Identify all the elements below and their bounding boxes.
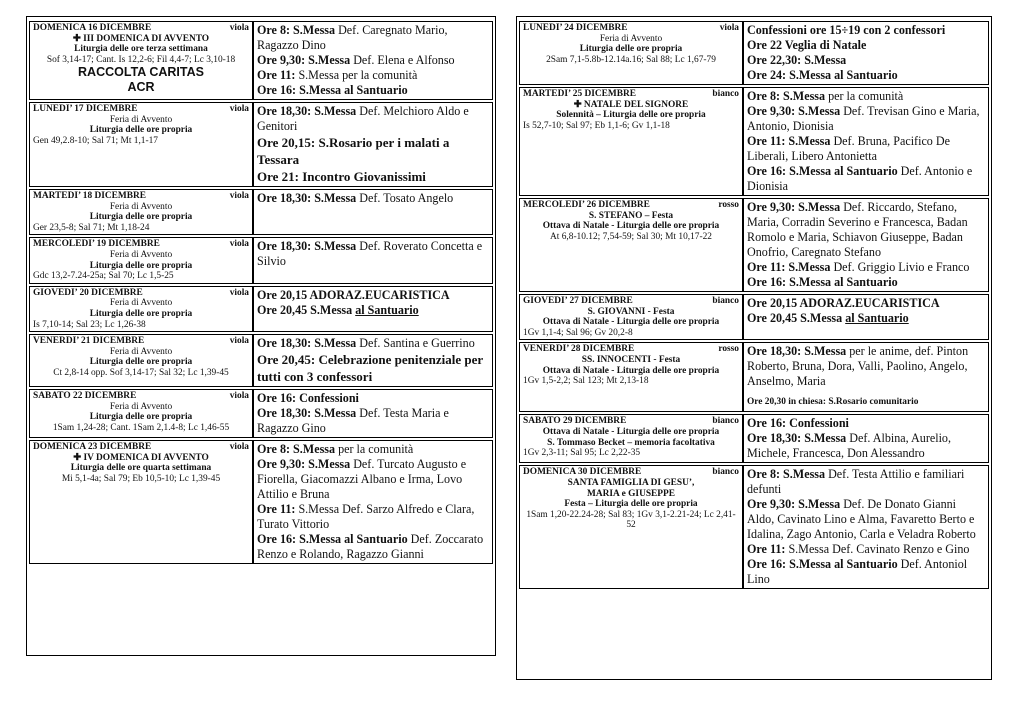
day-info-line: At 6,8-10.12; 7,54-59; Sal 30; Mt 10,17-22 [550,231,712,242]
day-info-line: Liturgia delle ore propria [89,260,193,271]
mass-entry [747,68,985,83]
mass-time: Ore 16: Confessioni [257,391,359,406]
day-info-line: Feria di Avvento [109,201,173,212]
day-header [33,104,249,115]
mass-entry [257,191,489,206]
day-name: GIOVEDI’ 27 DICEMBRE [523,296,633,306]
day-info-cell [29,189,253,235]
day-name: DOMENICA 16 DICEMBRE [33,23,152,33]
liturgical-color: viola [229,104,249,114]
day-info-line: Liturgia delle ore propria [89,212,193,223]
day-row [29,334,493,387]
day-info-line: 1Sam 1,20-22.24-28; Sal 83; 1Gv 3,1-2.21-24; Lc 2,41-52 [526,509,736,531]
mass-entry [747,89,985,104]
day-info-line: ✚ NATALE DEL SIGNORE [573,99,689,110]
mass-entry [257,134,489,168]
day-row [519,414,989,463]
day-info-line: Feria di Avvento [109,401,173,412]
day-row [29,440,493,564]
mass-entry [747,164,985,194]
mass-entry [257,104,489,134]
mass-entry [747,38,985,53]
mass-intention: Def. Tosato Angelo [359,191,454,205]
mass-intention: Def. Elena e Alfonso [353,53,455,67]
day-info-cell [29,237,253,283]
mass-time: Ore 20,45 S.Messa [257,302,356,317]
mass-intention: Def. Santina e Guerrino [359,336,475,351]
mass-entry [257,168,489,185]
day-name: MERCOLEDI’ 26 DICEMBRE [523,200,650,210]
day-name: DOMENICA 23 DICEMBRE [33,442,152,453]
mass-time: Ore 18,30: S.Messa [257,104,360,118]
day-header [523,296,739,307]
mass-intention: Def. Melchioro Aldo e Genitori [257,104,469,133]
day-row [519,198,989,292]
day-row [29,389,493,438]
liturgical-color: viola [229,191,249,201]
liturgical-color: viola [229,287,249,298]
liturgical-color: rosso [718,200,739,210]
liturgical-color: bianco [712,416,739,427]
mass-intention: per la comunità [828,89,904,103]
mass-entry [747,296,985,311]
mass-schedule-cell [253,286,493,332]
day-info-line: ACR [127,80,155,95]
day-header [33,191,249,202]
mass-schedule-cell [253,189,493,235]
liturgical-color: bianco [712,296,739,306]
day-info-line: Feria di Avvento [109,249,173,260]
mass-time: Ore 11: S.Messa [747,260,834,274]
mass-intention: Def. Caregnato Mario, Ragazzo Dino [257,23,448,52]
day-info-line: Gdc 13,2-7.24-25a; Sal 70; Lc 1,5-25 [33,271,174,282]
day-row [29,102,493,187]
mass-entry [257,23,489,53]
mass-time: Ore 18,30: S.Messa [747,431,850,446]
mass-time: Ore 18,30: S.Messa [257,239,360,254]
day-name: LUNEDI’ 24 DICEMBRE [523,23,628,33]
day-info-line: 1Gv 1,1-4; Sal 96; Gv 20,2-8 [523,327,633,338]
liturgical-color: viola [229,391,249,402]
day-info-line: Liturgia delle ore propria [89,125,193,136]
day-info-line: Liturgia delle ore quarta settimana [70,463,212,474]
mass-schedule-cell [743,414,989,463]
day-name: MARTEDI’ 18 DICEMBRE [33,191,147,201]
day-row [519,465,989,589]
mass-schedule-cell [743,294,989,340]
mass-intention: S.Messa per la comunità [298,68,418,82]
day-name: SABATO 22 DICEMBRE [33,391,137,402]
mass-intention: Def. Trevisan Gino e Maria, Antonio, Dionisia [747,104,980,133]
mass-time: Ore 16: S.Messa al Santuario [747,275,898,289]
mass-entry [257,406,489,436]
liturgical-color: bianco [712,89,739,99]
mass-entry [747,275,985,290]
mass-entry [257,303,489,318]
mass-time: Ore 18,30: S.Messa [257,336,360,351]
mass-time: Ore 8: S.Messa [747,467,829,482]
liturgical-color: rosso [718,344,739,355]
day-info-line: Liturgia delle ore propria [89,412,193,423]
mass-intention: Def. Testa Maria e Ragazzo Gino [257,406,449,436]
right-schedule-table [519,19,989,591]
mass-intention: S.Messa Def. Sarzo Alfredo e Clara, Turato Vittorio [257,502,475,532]
day-info-line: Feria di Avvento [109,114,173,125]
mass-entry [257,442,489,457]
day-name: VENERDI’ 21 DICEMBRE [33,336,145,347]
mass-intention: Def. Turcato Augusto e Fiorella, Giacomazzi Albano e Irma, Lovo Attilio e Bruna [257,457,467,502]
mass-entry [747,311,985,326]
mass-time: Ore 11: [747,542,789,557]
mass-entry [747,23,985,38]
mass-schedule-cell [743,198,989,292]
day-info-cell [519,198,743,292]
mass-entry [257,336,489,351]
day-info-line: Feria di Avvento [599,33,663,44]
mass-entry [747,416,985,431]
day-info-cell [519,465,743,589]
day-info-line: Ottava di Natale - Liturgia delle ore propria [542,365,720,376]
mass-time: Ore 18,30: S.Messa [257,406,360,421]
mass-entry [747,497,985,542]
mass-entry [257,83,489,98]
day-info-line: SANTA FAMIGLIA DI GESU’, [567,477,695,488]
mass-time: Ore 16: S.Messa al Santuario [257,83,408,97]
mass-schedule-cell [743,342,989,412]
mass-intention: per le anime, def. Pinton Roberto, Bruna, Dora, Valli, Paolino, Angelo, Anselmo, Maria [747,344,969,389]
mass-intention: S.Messa Def. Cavinato Renzo e Gino [788,542,970,557]
day-info-line: Ottava di Natale - Liturgia delle ore propria [542,221,720,232]
day-header [33,23,249,34]
mass-time: Ore 9,30: S.Messa [747,200,844,214]
mass-time: al Santuario [845,311,909,325]
mass-entry [257,502,489,532]
day-info-line: Liturgia delle ore terza settimana [74,44,208,55]
day-header [523,416,739,427]
mass-intention: Def. Roverato Concetta e Silvio [257,239,483,269]
day-info-line: 2Sam 7,1-5.8b-12.14a.16; Sal 88; Lc 1,67-79 [546,54,716,65]
mass-entry [747,542,985,557]
day-info-line: Feria di Avvento [109,346,173,357]
mass-entry [257,239,489,269]
mass-intention: Def. De Donato Gianni Aldo, Cavinato Lino e Alma, Favaretto Berto e Idalina, Zago Antonio, Carla e Veladra Roberto [747,497,976,542]
day-header [523,200,739,211]
day-info-cell [519,294,743,340]
day-info-cell [519,21,743,85]
mass-time: Ore 20,15 ADORAZ.EUCARISTICA [747,296,940,310]
mass-entry [747,260,985,275]
mass-schedule-cell [743,21,989,85]
mass-intention: Def. Testa Attilio e familiari defunti [747,467,965,497]
day-header [33,288,249,299]
day-info-cell [519,342,743,412]
day-info-line: Liturgia delle ore propria [579,44,683,55]
mass-time: Ore 8: S.Messa [257,442,339,457]
mass-entry [257,532,489,562]
day-row [519,294,989,340]
day-name: MERCOLEDI’ 19 DICEMBRE [33,239,160,250]
mass-time: Ore 16: S.Messa al Santuario [747,164,901,178]
day-row [29,237,493,283]
day-info-line: 1Gv 2,3-11; Sal 95; Lc 2,22-35 [523,448,641,459]
mass-intention: Def. Antoniol Lino [747,557,968,587]
mass-time: Ore 16: S.Messa al Santuario [747,557,901,572]
mass-intention: Def. Zoccarato Renzo e Rolando, Ragazzo Gianni [257,532,484,562]
day-info-line: Is 7,10-14; Sal 23; Lc 1,26-38 [33,319,146,330]
day-name: VENERDI’ 28 DICEMBRE [523,344,635,355]
day-info-line: Ottava di Natale - Liturgia delle ore propria [542,426,720,437]
day-header [33,336,249,347]
day-row [29,286,493,332]
mass-intention: Def. Riccardo, Stefano, Maria, Corradin Severino e Francesca, Badan Romolo e Maria, Schiavon Giuseppe, Badan Onofrio, Caregnato Stefano [747,200,968,259]
day-row [519,21,989,85]
day-name: MARTEDI’ 25 DICEMBRE [523,89,637,99]
day-info-line: Mi 5,1-4a; Sal 79; Eb 10,5-10; Lc 1,39-45 [61,473,221,484]
mass-time: Ore 16: Confessioni [747,416,849,431]
mass-intention: Def. Antonio e Dionisia [747,164,973,193]
mass-entry [747,104,985,134]
day-info-line: Liturgia delle ore propria [89,357,193,368]
day-info-cell [29,102,253,187]
day-header [523,344,739,355]
day-info-line: MARIA e GIUSEPPE [586,488,676,499]
day-name: SABATO 29 DICEMBRE [523,416,627,427]
day-row [519,87,989,196]
mass-intention: Def. Bruna, Pacifico De Liberali, Libero Antonietta [747,134,950,163]
day-header [33,442,249,453]
day-info-line: 1Gv 1,5-2,2; Sal 123; Mt 2,13-18 [523,376,649,387]
mass-time: Ore 16: S.Messa al Santuario [257,532,411,547]
liturgical-color: viola [229,239,249,250]
mass-time: Ore 18,30: S.Messa [257,191,360,205]
day-info-cell [29,440,253,564]
mass-time: Ore 11: [257,68,299,82]
liturgical-color: bianco [712,467,739,478]
day-info-line: Festa – Liturgia delle ore propria [564,499,698,510]
mass-time: al Santuario [355,302,419,317]
mass-schedule-cell [253,440,493,564]
mass-entry [257,391,489,406]
day-name: LUNEDI’ 17 DICEMBRE [33,104,138,114]
mass-intention: Def. Albina, Aurelio, Michele, Francesca, Don Alessandro [747,431,952,461]
mass-time: Ore 18,30: S.Messa [747,344,850,359]
mass-schedule-cell [253,102,493,187]
day-info-line: Feria di Avvento [109,298,173,309]
mass-time: Confessioni ore 15÷19 con 2 confessori [747,23,946,37]
day-info-cell [29,21,253,100]
day-info-line: SS. INNOCENTI - Festa [581,354,681,365]
mass-time: Ore 8: S.Messa [257,23,339,37]
left-schedule-table [29,19,493,566]
mass-time: Ore 20,45 S.Messa [747,311,846,325]
mass-time: Ore 11: S.Messa [747,134,834,148]
day-info-line: S. Tommaso Becket – memoria facoltativa [547,437,715,448]
mass-intention: Def. Griggio Livio e Franco [833,260,970,274]
mass-time: Ore 20,15: S.Rosario per i malati a Tessara [257,135,450,167]
mass-schedule-cell [253,334,493,387]
mass-entry [747,200,985,260]
day-info-line: ✚ III DOMENICA DI AVVENTO [72,33,210,44]
day-row [29,189,493,235]
liturgical-color: viola [229,442,249,453]
mass-entry [257,351,489,385]
mass-entry [747,344,985,389]
day-info-line: S. STEFANO – Festa [588,210,674,221]
day-header [523,89,739,100]
day-info-cell [29,389,253,438]
day-name: DOMENICA 30 DICEMBRE [523,467,642,478]
mass-schedule-cell [253,21,493,100]
mass-time: Ore 11: [257,502,299,517]
day-info-cell [519,87,743,196]
day-info-line: Sof 3,14-17; Cant. Is 12,2-6; Fil 4,4-7; Lc 3,10-18 [46,54,236,65]
day-info-cell [29,286,253,332]
mass-schedule-cell [743,87,989,196]
left-column [26,16,496,656]
day-header [523,467,739,478]
right-column [516,16,992,680]
mass-entry [747,53,985,68]
day-info-line: Solennità – Liturgia delle ore propria [556,110,706,121]
mass-entry [747,467,985,497]
day-info-line: Gen 49,2.8-10; Sal 71; Mt 1,1-17 [33,135,158,146]
mass-entry [747,557,985,587]
mass-time: Ore 9,30: S.Messa [257,53,354,67]
mass-time: Ore 20,30 in chiesa: S.Rosario comunitario [747,397,919,408]
mass-schedule-cell [253,237,493,283]
liturgical-color: viola [229,336,249,347]
day-info-line: S. GIOVANNI - Festa [587,306,675,317]
day-row [519,342,989,412]
mass-intention: per la comunità [338,442,414,457]
mass-entry [747,395,985,410]
day-info-cell [519,414,743,463]
day-header [523,23,739,34]
day-info-line: 1Sam 1,24-28; Cant. 1Sam 2,1.4-8; Lc 1,46-55 [52,422,230,433]
day-info-cell [29,334,253,387]
day-info-line: Ct 2,8-14 opp. Sof 3,14-17; Sal 32; Lc 1,39-45 [53,367,229,378]
mass-time: Ore 20,45: Celebrazione penitenziale per tutti con 3 confessori [257,352,483,385]
liturgical-color: viola [719,23,739,33]
mass-time: Ore 22,30: S.Messa [747,53,847,67]
mass-time: Ore 9,30: S.Messa [257,457,354,472]
mass-entry [257,288,489,303]
mass-entry [747,134,985,164]
day-name: GIOVEDI’ 20 DICEMBRE [33,287,143,298]
day-header [33,239,249,250]
mass-schedule-cell [743,465,989,589]
mass-entry [257,53,489,68]
mass-schedule-cell [253,389,493,438]
mass-time: Ore 21: Incontro Giovanissimi [257,169,426,184]
mass-time: Ore 9,30: S.Messa [747,104,844,118]
day-info-line: Ger 23,5-8; Sal 71; Mt 1,18-24 [33,222,150,233]
day-info-line: ✚ IV DOMENICA DI AVVENTO [73,452,209,463]
mass-entry [257,457,489,502]
day-row [29,21,493,100]
day-info-line: RACCOLTA CARITAS [78,65,204,80]
liturgical-color: viola [229,23,249,33]
mass-time: Ore 24: S.Messa al Santuario [747,68,898,82]
mass-time: Ore 20,15 ADORAZ.EUCARISTICA [257,287,450,302]
mass-entry [747,431,985,461]
mass-time: Ore 22 Veglia di Natale [747,38,867,52]
day-info-line: Ottava di Natale - Liturgia delle ore propria [542,317,720,328]
day-header [33,391,249,402]
mass-time: Ore 9,30: S.Messa [747,497,844,512]
day-info-line: Is 52,7-10; Sal 97; Eb 1,1-6; Gv 1,1-18 [523,120,670,131]
day-info-line: Liturgia delle ore propria [89,308,193,319]
mass-entry [257,68,489,83]
mass-time: Ore 8: S.Messa [747,89,829,103]
